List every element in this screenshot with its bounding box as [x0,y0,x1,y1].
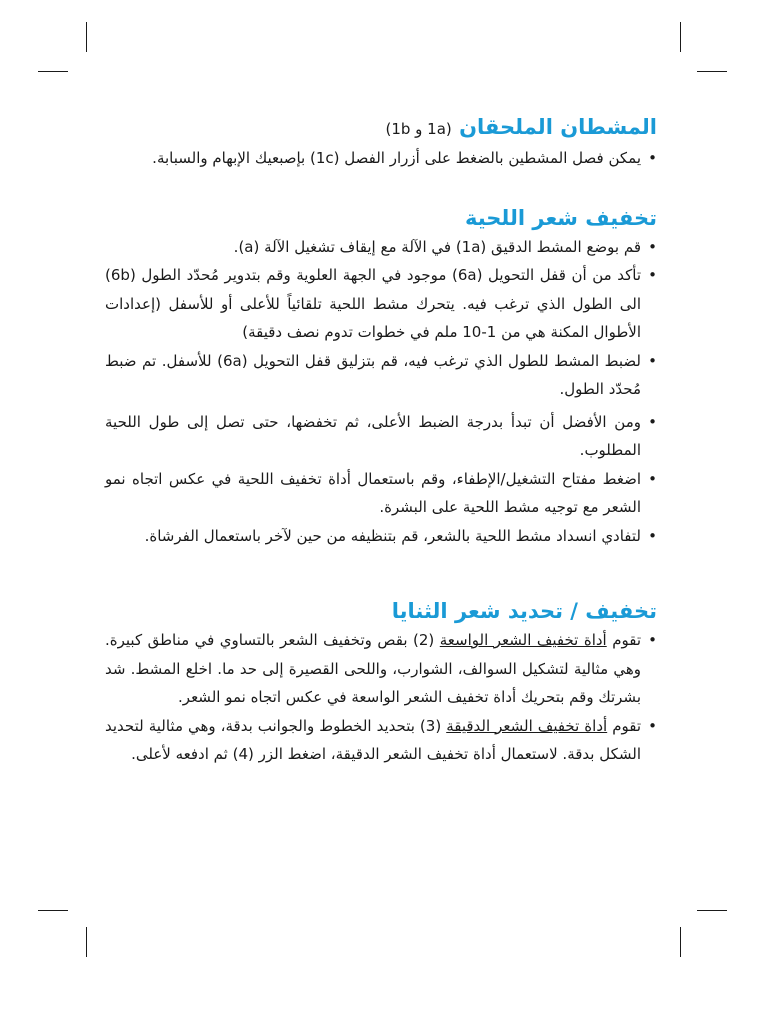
heading-part-numbers: (1a و 1b) [385,120,452,138]
crop-mark-bottom-right-horizontal [697,910,727,911]
item-prefix: تقوم [607,716,641,735]
section-heading-attachment-combs [105,112,657,144]
crop-mark-top-left-vertical [86,22,87,52]
precision-trimmer-term: أداة تخفيف الشعر الدقيقة [446,716,608,735]
section-heading-beard-trimming: تخفيف شعر اللحية [464,205,657,230]
crop-mark-bottom-right-vertical [680,927,681,957]
bullet-list [105,144,657,173]
wide-trimmer-term: أداة تخفيف الشعر الواسعة [439,631,607,649]
item-prefix: تقوم [606,631,641,649]
list-item [105,626,657,712]
list-item [105,712,657,769]
list-item: • تأكد من أن قفل التحويل (6a) موجود في الجهة العلوية وقم بتدوير مُحدّد الطول (6b) الى الطول الذي ترغب فيه. يتحرك مشط اللحية تلقائياً للأعلى أو للأسفل (إعدادات الأطوال المكنة هي من 1-10 ملم في خطوات تدوم نصف دقيقة) [105,261,657,347]
section-heading-contour-trimming: تخفيف / تحديد شعر الثنايا [391,599,657,623]
bullet-list [105,233,657,551]
section-beard-trimming [105,203,657,551]
section-attachment-combs [105,112,657,173]
list-item: • قم بوضع المشط الدقيق (1a) في الآلة مع إيقاف تشغيل الآلة (a). [105,233,657,262]
list-item: • يمكن فصل المشطين بالضغط على أزرار الفصل (1c) بإصبعيك الإبهام والسبابة. [105,144,657,173]
crop-mark-bottom-left-horizontal [38,910,68,911]
crop-mark-top-right-horizontal [697,71,727,72]
crop-mark-bottom-left-vertical [86,927,87,957]
section-contour-trimming [105,596,657,769]
list-item: • ومن الأفضل أن تبدأ بدرجة الضبط الأعلى، ثم تخفضها، حتى تصل إلى طول اللحية المطلوب. [105,408,657,465]
item-text: (3) بتحديد الخطوط والجوانب بدقة، وهي مثالية لتحديد الشكل بدقة. لاستعمال أداة تخفيف الشعر الدقيقة، اضغط الزر (4) ثم ادفعه لأعلى. [105,716,641,763]
crop-mark-top-left-horizontal [38,71,68,72]
list-item: • اضغط مفتاح التشغيل/الإطفاء، وقم باستعمال أداة تخفيف اللحية في عكس اتجاه نمو الشعر مع توجيه مشط اللحية على البشرة. [105,465,657,522]
manual-page-content [105,112,657,769]
list-item: • لضبط المشط للطول الذي ترغب فيه، قم بتزليق قفل التحويل (6a) للأسفل. تم ضبط مُحدّد الطول. [105,347,657,404]
crop-mark-top-right-vertical [680,22,681,52]
bullet-list [105,626,657,769]
list-item: • لتفادي انسداد مشط اللحية بالشعر، قم بتنظيفه من حين لآخر باستعمال الفرشاة. [105,522,657,551]
item-text: (2) بقص وتخفيف الشعر بالتساوي في مناطق كبيرة. وهي مثالية لتشكيل السوالف، الشوارب، واللحى القصيرة إلى حد ما. اخلع المشط. شد بشرتك وقم بتحريك أداة تخفيف الشعر الواسعة في عكس اتجاه نمو الشعر. [105,631,641,706]
heading-text: المشطان الملحقان [459,115,657,139]
